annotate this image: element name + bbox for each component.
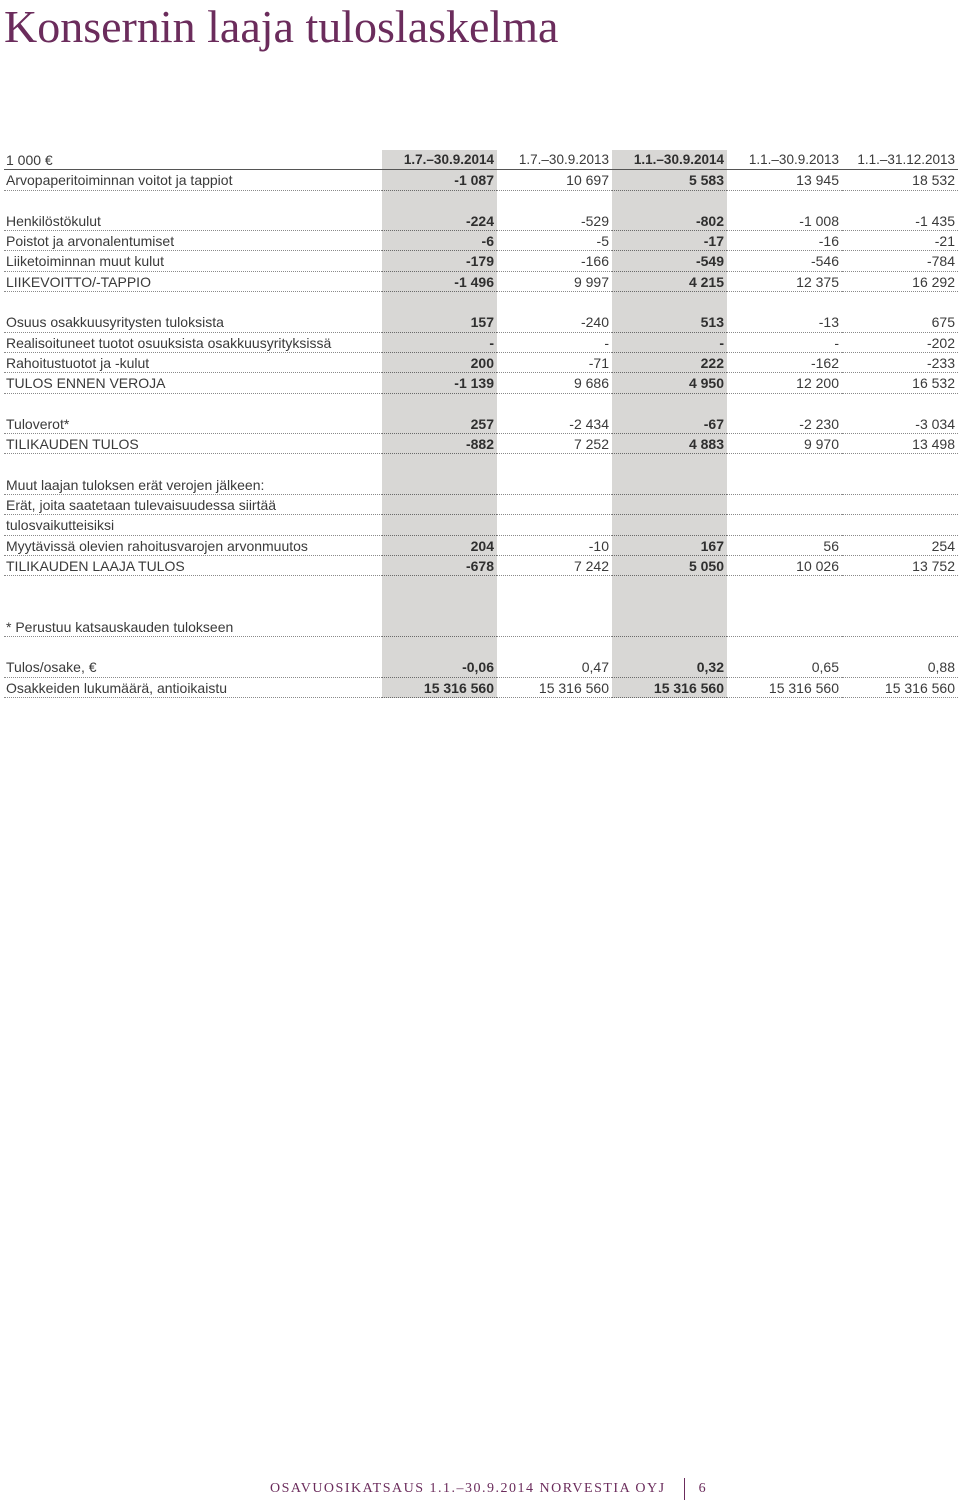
row-label: Arvopaperitoiminnan voitot ja tappiot bbox=[4, 170, 382, 190]
value-cell: 15 316 560 bbox=[497, 678, 612, 698]
table-row bbox=[4, 170, 958, 190]
value-cell bbox=[612, 617, 727, 637]
value-cell: 12 375 bbox=[727, 272, 842, 292]
table-row bbox=[4, 373, 958, 393]
row-label: tulosvaikutteisiksi bbox=[4, 515, 382, 535]
value-cell: -10 bbox=[497, 536, 612, 556]
value-cell: -240 bbox=[497, 312, 612, 332]
value-cell: -678 bbox=[382, 556, 497, 576]
value-cell: 675 bbox=[842, 312, 958, 332]
income-statement-table bbox=[4, 150, 958, 698]
value-cell bbox=[612, 637, 727, 657]
value-cell bbox=[497, 191, 612, 211]
value-cell: 157 bbox=[382, 312, 497, 332]
row-label: Erät, joita saatetaan tulevaisuudessa siirtää bbox=[4, 495, 382, 515]
value-cell bbox=[612, 394, 727, 414]
spacer-row bbox=[4, 292, 958, 312]
value-cell bbox=[612, 454, 727, 474]
value-cell: 4 950 bbox=[612, 373, 727, 393]
value-cell bbox=[842, 454, 958, 474]
value-cell: 13 498 bbox=[842, 434, 958, 454]
value-cell bbox=[612, 292, 727, 312]
row-label: Osakkeiden lukumäärä, antioikaistu bbox=[4, 678, 382, 698]
value-cell bbox=[842, 637, 958, 657]
value-cell bbox=[727, 394, 842, 414]
value-cell: 0,47 bbox=[497, 657, 612, 677]
value-cell: 13 752 bbox=[842, 556, 958, 576]
value-cell: 4 883 bbox=[612, 434, 727, 454]
value-cell bbox=[612, 515, 727, 535]
page-title: Konsernin laaja tuloslaskelma bbox=[4, 1, 559, 52]
value-cell: 0,88 bbox=[842, 657, 958, 677]
value-cell: 7 242 bbox=[497, 556, 612, 576]
value-cell bbox=[497, 394, 612, 414]
row-label bbox=[4, 597, 382, 617]
column-header: 1.1.–30.9.2014 bbox=[612, 150, 727, 170]
value-cell bbox=[497, 515, 612, 535]
table-row bbox=[4, 475, 958, 495]
table-row bbox=[4, 617, 958, 637]
table-row bbox=[4, 353, 958, 373]
value-cell bbox=[727, 576, 842, 596]
table-row bbox=[4, 333, 958, 353]
row-label: Liiketoiminnan muut kulut bbox=[4, 251, 382, 271]
value-cell bbox=[842, 576, 958, 596]
value-cell: -1 008 bbox=[727, 211, 842, 231]
table-row bbox=[4, 678, 958, 698]
page-number: 6 bbox=[698, 1481, 708, 1496]
value-cell bbox=[497, 454, 612, 474]
value-cell: -549 bbox=[612, 251, 727, 271]
row-label: TILIKAUDEN TULOS bbox=[4, 434, 382, 454]
value-cell: 0,65 bbox=[727, 657, 842, 677]
value-cell bbox=[727, 495, 842, 515]
table-row bbox=[4, 515, 958, 535]
table-row bbox=[4, 414, 958, 434]
value-cell: 0,32 bbox=[612, 657, 727, 677]
value-cell: -2 434 bbox=[497, 414, 612, 434]
row-label bbox=[4, 191, 382, 211]
value-cell bbox=[612, 576, 727, 596]
value-cell: 167 bbox=[612, 536, 727, 556]
value-cell: 15 316 560 bbox=[727, 678, 842, 698]
value-cell bbox=[727, 637, 842, 657]
value-cell bbox=[382, 515, 497, 535]
value-cell: 15 316 560 bbox=[842, 678, 958, 698]
footer-report-title: OSAVUOSIKATSAUS 1.1.–30.9.2014 NORVESTIA OYJ bbox=[270, 1481, 666, 1496]
value-cell bbox=[497, 292, 612, 312]
value-cell: -233 bbox=[842, 353, 958, 373]
value-cell: 16 292 bbox=[842, 272, 958, 292]
table-row bbox=[4, 536, 958, 556]
value-cell bbox=[382, 475, 497, 495]
value-cell: 56 bbox=[727, 536, 842, 556]
row-label bbox=[4, 454, 382, 474]
value-cell: -67 bbox=[612, 414, 727, 434]
row-label: * Perustuu katsauskauden tulokseen bbox=[4, 617, 382, 637]
value-cell bbox=[382, 454, 497, 474]
value-cell: 204 bbox=[382, 536, 497, 556]
value-cell: 9 686 bbox=[497, 373, 612, 393]
row-label bbox=[4, 637, 382, 657]
value-cell: -179 bbox=[382, 251, 497, 271]
value-cell bbox=[842, 597, 958, 617]
value-cell: -202 bbox=[842, 333, 958, 353]
value-cell: - bbox=[382, 333, 497, 353]
row-label bbox=[4, 576, 382, 596]
value-cell: -529 bbox=[497, 211, 612, 231]
value-cell bbox=[497, 475, 612, 495]
value-cell bbox=[497, 637, 612, 657]
row-label: Henkilöstökulut bbox=[4, 211, 382, 231]
footer-divider bbox=[684, 1478, 685, 1500]
value-cell bbox=[727, 454, 842, 474]
value-cell: -16 bbox=[727, 231, 842, 251]
value-cell bbox=[382, 576, 497, 596]
spacer-row bbox=[4, 637, 958, 657]
value-cell: 10 697 bbox=[497, 170, 612, 190]
value-cell: -162 bbox=[727, 353, 842, 373]
table-row bbox=[4, 211, 958, 231]
value-cell: 200 bbox=[382, 353, 497, 373]
table-row bbox=[4, 231, 958, 251]
spacer-row bbox=[4, 191, 958, 211]
value-cell bbox=[842, 617, 958, 637]
value-cell bbox=[382, 617, 497, 637]
table-row bbox=[4, 251, 958, 271]
value-cell: -224 bbox=[382, 211, 497, 231]
value-cell: -21 bbox=[842, 231, 958, 251]
value-cell bbox=[727, 597, 842, 617]
value-cell bbox=[842, 394, 958, 414]
value-cell: 254 bbox=[842, 536, 958, 556]
table-row bbox=[4, 556, 958, 576]
value-cell: 9 997 bbox=[497, 272, 612, 292]
value-cell: -882 bbox=[382, 434, 497, 454]
row-label: TILIKAUDEN LAAJA TULOS bbox=[4, 556, 382, 576]
value-cell bbox=[382, 597, 497, 617]
value-cell bbox=[382, 394, 497, 414]
table-row bbox=[4, 434, 958, 454]
column-header: 1.1.–30.9.2013 bbox=[727, 150, 842, 170]
value-cell bbox=[382, 292, 497, 312]
value-cell: -2 230 bbox=[727, 414, 842, 434]
row-label bbox=[4, 394, 382, 414]
value-cell: -1 139 bbox=[382, 373, 497, 393]
value-cell: 16 532 bbox=[842, 373, 958, 393]
value-cell: -3 034 bbox=[842, 414, 958, 434]
value-cell: 5 583 bbox=[612, 170, 727, 190]
value-cell: -17 bbox=[612, 231, 727, 251]
value-cell bbox=[612, 495, 727, 515]
table-header-row bbox=[4, 150, 958, 170]
value-cell: -166 bbox=[497, 251, 612, 271]
value-cell: 9 970 bbox=[727, 434, 842, 454]
value-cell bbox=[727, 292, 842, 312]
value-cell bbox=[842, 191, 958, 211]
value-cell bbox=[612, 191, 727, 211]
value-cell: 13 945 bbox=[727, 170, 842, 190]
value-cell bbox=[842, 495, 958, 515]
table-body bbox=[4, 170, 958, 698]
value-cell bbox=[727, 515, 842, 535]
value-cell: -13 bbox=[727, 312, 842, 332]
row-label: TULOS ENNEN VEROJA bbox=[4, 373, 382, 393]
value-cell: 513 bbox=[612, 312, 727, 332]
value-cell: - bbox=[612, 333, 727, 353]
value-cell bbox=[842, 515, 958, 535]
spacer-row bbox=[4, 597, 958, 617]
value-cell: -1 435 bbox=[842, 211, 958, 231]
column-header: 1.7.–30.9.2014 bbox=[382, 150, 497, 170]
value-cell: -71 bbox=[497, 353, 612, 373]
spacer-row bbox=[4, 454, 958, 474]
value-cell bbox=[727, 191, 842, 211]
spacer-row bbox=[4, 576, 958, 596]
value-cell: 18 532 bbox=[842, 170, 958, 190]
table-row bbox=[4, 495, 958, 515]
value-cell bbox=[612, 475, 727, 495]
value-cell: 5 050 bbox=[612, 556, 727, 576]
value-cell: 7 252 bbox=[497, 434, 612, 454]
row-label: Rahoitustuotot ja -kulut bbox=[4, 353, 382, 373]
value-cell: -1 496 bbox=[382, 272, 497, 292]
value-cell bbox=[382, 191, 497, 211]
row-label: Muut laajan tuloksen erät verojen jälkeen: bbox=[4, 475, 382, 495]
value-cell: 15 316 560 bbox=[612, 678, 727, 698]
value-cell: -6 bbox=[382, 231, 497, 251]
value-cell: -546 bbox=[727, 251, 842, 271]
table-row bbox=[4, 312, 958, 332]
spacer-row bbox=[4, 394, 958, 414]
column-header: 1.7.–30.9.2013 bbox=[497, 150, 612, 170]
row-label: Tulos/osake, € bbox=[4, 657, 382, 677]
value-cell: 15 316 560 bbox=[382, 678, 497, 698]
value-cell bbox=[497, 597, 612, 617]
value-cell: -5 bbox=[497, 231, 612, 251]
row-label: LIIKEVOITTO/-TAPPIO bbox=[4, 272, 382, 292]
value-cell: -1 087 bbox=[382, 170, 497, 190]
value-cell: 222 bbox=[612, 353, 727, 373]
column-header: 1.1.–31.12.2013 bbox=[842, 150, 958, 170]
page-footer bbox=[270, 1478, 707, 1504]
value-cell: 12 200 bbox=[727, 373, 842, 393]
value-cell bbox=[382, 495, 497, 515]
value-cell bbox=[382, 637, 497, 657]
value-cell: - bbox=[727, 333, 842, 353]
value-cell: 4 215 bbox=[612, 272, 727, 292]
value-cell: - bbox=[497, 333, 612, 353]
value-cell: -802 bbox=[612, 211, 727, 231]
value-cell bbox=[727, 475, 842, 495]
table-row bbox=[4, 657, 958, 677]
unit-label: 1 000 € bbox=[4, 150, 382, 170]
value-cell bbox=[497, 495, 612, 515]
value-cell bbox=[497, 576, 612, 596]
row-label: Myytävissä olevien rahoitusvarojen arvonmuutos bbox=[4, 536, 382, 556]
value-cell bbox=[497, 617, 612, 637]
value-cell bbox=[727, 617, 842, 637]
value-cell: 257 bbox=[382, 414, 497, 434]
value-cell bbox=[612, 597, 727, 617]
value-cell: 10 026 bbox=[727, 556, 842, 576]
row-label: Tuloverot* bbox=[4, 414, 382, 434]
value-cell: -784 bbox=[842, 251, 958, 271]
row-label: Osuus osakkuusyritysten tuloksista bbox=[4, 312, 382, 332]
table-row bbox=[4, 272, 958, 292]
row-label: Poistot ja arvonalentumiset bbox=[4, 231, 382, 251]
value-cell bbox=[842, 475, 958, 495]
row-label bbox=[4, 292, 382, 312]
row-label: Realisoituneet tuotot osuuksista osakkuusyrityksissä bbox=[4, 333, 382, 353]
value-cell bbox=[842, 292, 958, 312]
value-cell: -0,06 bbox=[382, 657, 497, 677]
